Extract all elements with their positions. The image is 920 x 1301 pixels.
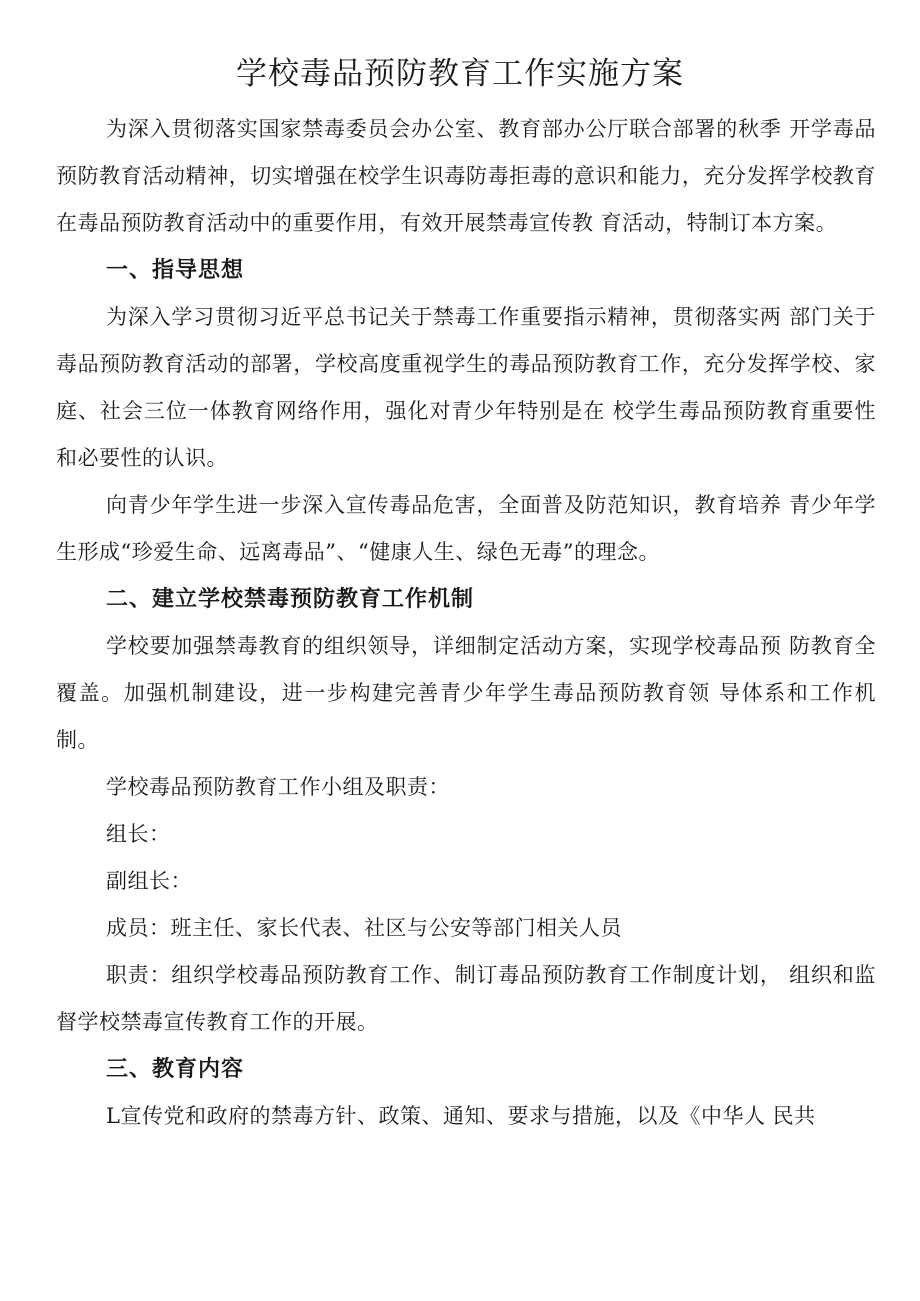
body-paragraph: 学校毒品预防教育工作小组及职责： [106, 775, 450, 799]
body-paragraph: L宣传党和政府的禁毒方针、政策、通知、要求与措施，以及《中华人 民共 [106, 1104, 816, 1128]
body-paragraph: 职责：组织学校毒品预防教育工作、制订毒品预防教育工作制度计划， 组织和监督学校禁毒宣传教育工作的开展。 [56, 963, 876, 1034]
page-title: 学校毒品预防教育工作实施方案 [236, 56, 684, 92]
section-heading: 三、教育内容 [106, 1057, 245, 1082]
body-paragraph: 为深入学习贯彻习近平总书记关于禁毒工作重要指示精神，贯彻落实两 部门关于毒品预防教育活动的部署，学校高度重视学生的毒品预防教育工作，充分发挥学校、家庭、社会三位一体教育网络作用，强化对青少年特别是在 校学生毒品预防教育重要性和必要性的认识。 [56, 305, 877, 470]
section-content [56, 1046, 876, 1140]
section-heading: 一、指导思想 [106, 258, 245, 283]
body-paragraph: 组长： [106, 822, 171, 846]
section-guiding-ideology [56, 247, 876, 576]
section-heading: 二、建立学校禁毒预防教育工作机制 [106, 587, 475, 612]
document-body [56, 106, 876, 1140]
body-paragraph: 向青少年学生进一步深入宣传毒品危害，全面普及防范知识，教育培养 青少年学生形成“珍爱生命、远离毒品”、“健康人生、绿色无毒”的理念。 [56, 493, 876, 564]
body-paragraph: 成员：班主任、家长代表、社区与公安等部门相关人员 [106, 916, 622, 940]
section-mechanism [56, 576, 876, 1046]
body-paragraph: 副组长： [106, 869, 192, 893]
body-paragraph: 学校要加强禁毒教育的组织领导，详细制定活动方案，实现学校毒品预 防教育全覆盖。加强机制建设，进一步构建完善青少年学生毒品预防教育领 导体系和工作机制。 [56, 634, 876, 752]
intro-paragraph: 为深入贯彻落实国家禁毒委员会办公室、教育部办公厅联合部署的秋季 开学毒品预防教育活动精神，切实增强在校学生识毒防毒拒毒的意识和能力，充分发挥学校教育在毒品预防教育活动中的重要作用，有效开展禁毒宣传教 育活动，特制订本方案。 [56, 117, 876, 235]
